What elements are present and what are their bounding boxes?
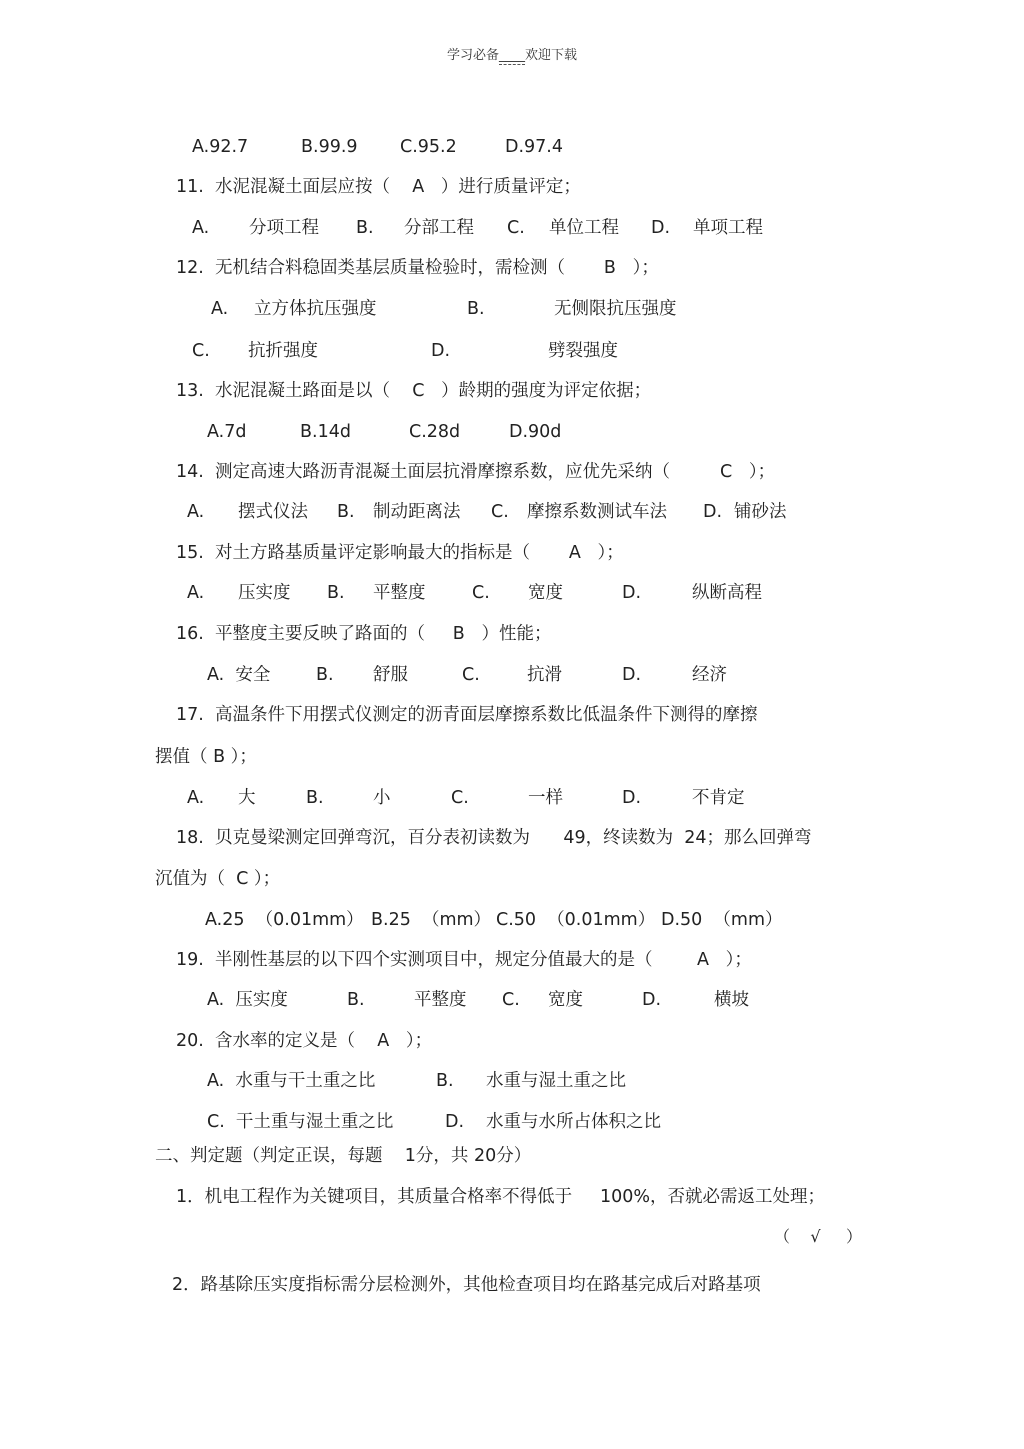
q14-option-a-label: A. xyxy=(187,502,205,522)
q12-option-a-label: A. xyxy=(211,299,229,319)
q19-option-b-text: 平整度 xyxy=(414,990,467,1010)
q19-option-d-label: D. xyxy=(642,990,662,1010)
q13-option-b: B.14d xyxy=(300,422,351,442)
q10-option-a: A.92.7 xyxy=(192,137,249,157)
q18-option-b: B.25 （mm） xyxy=(371,910,492,930)
q19-option-a: A. 压实度 xyxy=(207,990,288,1010)
q17-option-d-label: D. xyxy=(622,788,642,808)
q12-option-c-label: C. xyxy=(192,341,210,361)
q16-stem: 16. 平整度主要反映了路面的（ B ）性能； xyxy=(176,624,552,644)
q18-stem-continued: 沉值为（ C ）； xyxy=(155,869,281,889)
q11-option-c-label: C. xyxy=(507,218,525,238)
page-header xyxy=(0,44,1024,63)
q19-option-c-label: C. xyxy=(502,990,520,1010)
q16-option-c-label: C. xyxy=(462,665,480,685)
q15-stem: 15. 对土方路基质量评定影响最大的指标是（ A ）； xyxy=(176,543,624,563)
q13-stem: 13. 水泥混凝土路面是以（ C ）龄期的强度为评定依据； xyxy=(176,381,652,401)
q11-option-b-text: 分部工程 xyxy=(404,218,474,238)
q18-option-c: C.50 （0.01mm） xyxy=(496,910,656,930)
q14-option-b-label: B. xyxy=(337,502,355,522)
q16-option-a: A. 安全 xyxy=(207,665,271,685)
q16-option-c-text: 抗滑 xyxy=(527,665,562,685)
q17-option-c-label: C. xyxy=(451,788,469,808)
q15-option-b-label: B. xyxy=(327,583,345,603)
q12-option-d-text: 劈裂强度 xyxy=(548,341,618,361)
q16-option-b-text: 舒服 xyxy=(373,665,408,685)
q20-option-b-text: 水重与湿土重之比 xyxy=(486,1071,626,1091)
judge-2-stem: 2．路基除压实度指标需分层检测外，其他检查项目均在路基完成后对路基项 xyxy=(172,1275,761,1295)
q14-stem: 14. 测定高速大路沥青混凝土面层抗滑摩擦系数，应优先采纳（ C ）； xyxy=(176,462,776,482)
q13-option-c: C.28d xyxy=(409,422,461,442)
q15-option-d-text: 纵断高程 xyxy=(692,583,762,603)
q14-option-c-text: 摩擦系数测试车法 xyxy=(527,502,667,522)
section-title: 二、判定题（判定正误，每题 1分，共 20分） xyxy=(155,1146,532,1166)
q12-option-b-label: B. xyxy=(467,299,485,319)
q10-option-c: C.95.2 xyxy=(400,137,457,157)
q17-option-a-text: 大 xyxy=(238,788,256,808)
header-left: 学习必备 xyxy=(446,48,499,63)
q15-option-d-label: D. xyxy=(622,583,642,603)
q12-option-d-label: D. xyxy=(431,341,451,361)
q17-option-b-label: B. xyxy=(306,788,324,808)
header-separator: ____ xyxy=(499,48,525,63)
q15-option-c-text: 宽度 xyxy=(528,583,563,603)
q15-option-a-label: A. xyxy=(187,583,205,603)
q11-option-a-label: A. xyxy=(192,218,210,238)
q19-option-b-label: B. xyxy=(347,990,365,1010)
q20-stem: 20. 含水率的定义是（ A ）； xyxy=(176,1031,433,1051)
q16-option-d-text: 经济 xyxy=(692,665,727,685)
q13-option-a: A.7d xyxy=(207,422,247,442)
q17-stem: 17. 高温条件下用摆式仪测定的沥青面层摩擦系数比低温条件下测得的摩擦 xyxy=(176,705,758,725)
q12-stem: 12. 无机结合料稳固类基层质量检验时，需检测（ B ）； xyxy=(176,258,659,278)
judge-1-stem: 1．机电工程作为关键项目，其质量合格率不得低于 100%，否就必需返工处理； xyxy=(176,1187,825,1207)
q18-option-d: D.50 （mm） xyxy=(661,910,783,930)
q14-option-d-label: D. xyxy=(703,502,723,522)
q11-option-c-text: 单位工程 xyxy=(549,218,619,238)
q14-option-c-label: C. xyxy=(491,502,509,522)
q17-option-c-text: 一样 xyxy=(528,788,563,808)
q17-option-b-text: 小 xyxy=(373,788,391,808)
q11-option-b-label: B. xyxy=(356,218,374,238)
q19-option-d-text: 横坡 xyxy=(714,990,749,1010)
q20-option-a: A. 水重与干土重之比 xyxy=(207,1071,376,1091)
q11-option-d-text: 单项工程 xyxy=(693,218,763,238)
q17-option-d-text: 不肯定 xyxy=(692,788,745,808)
q18-stem: 18. 贝克曼梁测定回弹弯沉，百分表初读数为 49，终读数为 24；那么回弹弯 xyxy=(176,828,812,848)
q12-option-a-text: 立方体抗压强度 xyxy=(254,299,377,319)
q10-option-d: D.97.4 xyxy=(505,137,564,157)
q17-stem-continued: 摆值（ B ）； xyxy=(155,747,257,767)
q11-option-d-label: D. xyxy=(651,218,671,238)
q15-option-c-label: C. xyxy=(472,583,490,603)
q12-option-c-text: 抗折强度 xyxy=(248,341,318,361)
judge-1-answer: （ √ ） xyxy=(774,1227,862,1246)
q15-option-a-text: 压实度 xyxy=(238,583,291,603)
q12-option-b-text: 无侧限抗压强度 xyxy=(554,299,677,319)
q11-stem: 11. 水泥混凝土面层应按（ A ）进行质量评定； xyxy=(176,177,581,197)
q20-option-c: C. 干土重与湿土重之比 xyxy=(207,1112,394,1132)
q20-option-b-label: B. xyxy=(436,1071,454,1091)
q20-option-d-label: D. xyxy=(445,1112,465,1132)
q14-option-a-text: 摆式仪法 xyxy=(238,502,308,522)
q16-option-b-label: B. xyxy=(316,665,334,685)
q16-option-d-label: D. xyxy=(622,665,642,685)
q17-option-a-label: A. xyxy=(187,788,205,808)
q14-option-d-text: 铺砂法 xyxy=(734,502,787,522)
q10-option-b: B.99.9 xyxy=(301,137,358,157)
q19-option-c-text: 宽度 xyxy=(548,990,583,1010)
q18-option-a: A.25 （0.01mm） xyxy=(205,910,364,930)
q20-option-d-text: 水重与水所占体积之比 xyxy=(486,1112,661,1132)
q14-option-b-text: 制动距离法 xyxy=(373,502,461,522)
q15-option-b-text: 平整度 xyxy=(373,583,426,603)
q19-stem: 19. 半刚性基层的以下四个实测项目中，规定分值最大的是（ A ）； xyxy=(176,950,752,970)
q11-option-a-text: 分项工程 xyxy=(249,218,319,238)
header-right: 欢迎下载 xyxy=(525,48,578,63)
q13-option-d: D.90d xyxy=(509,422,562,442)
